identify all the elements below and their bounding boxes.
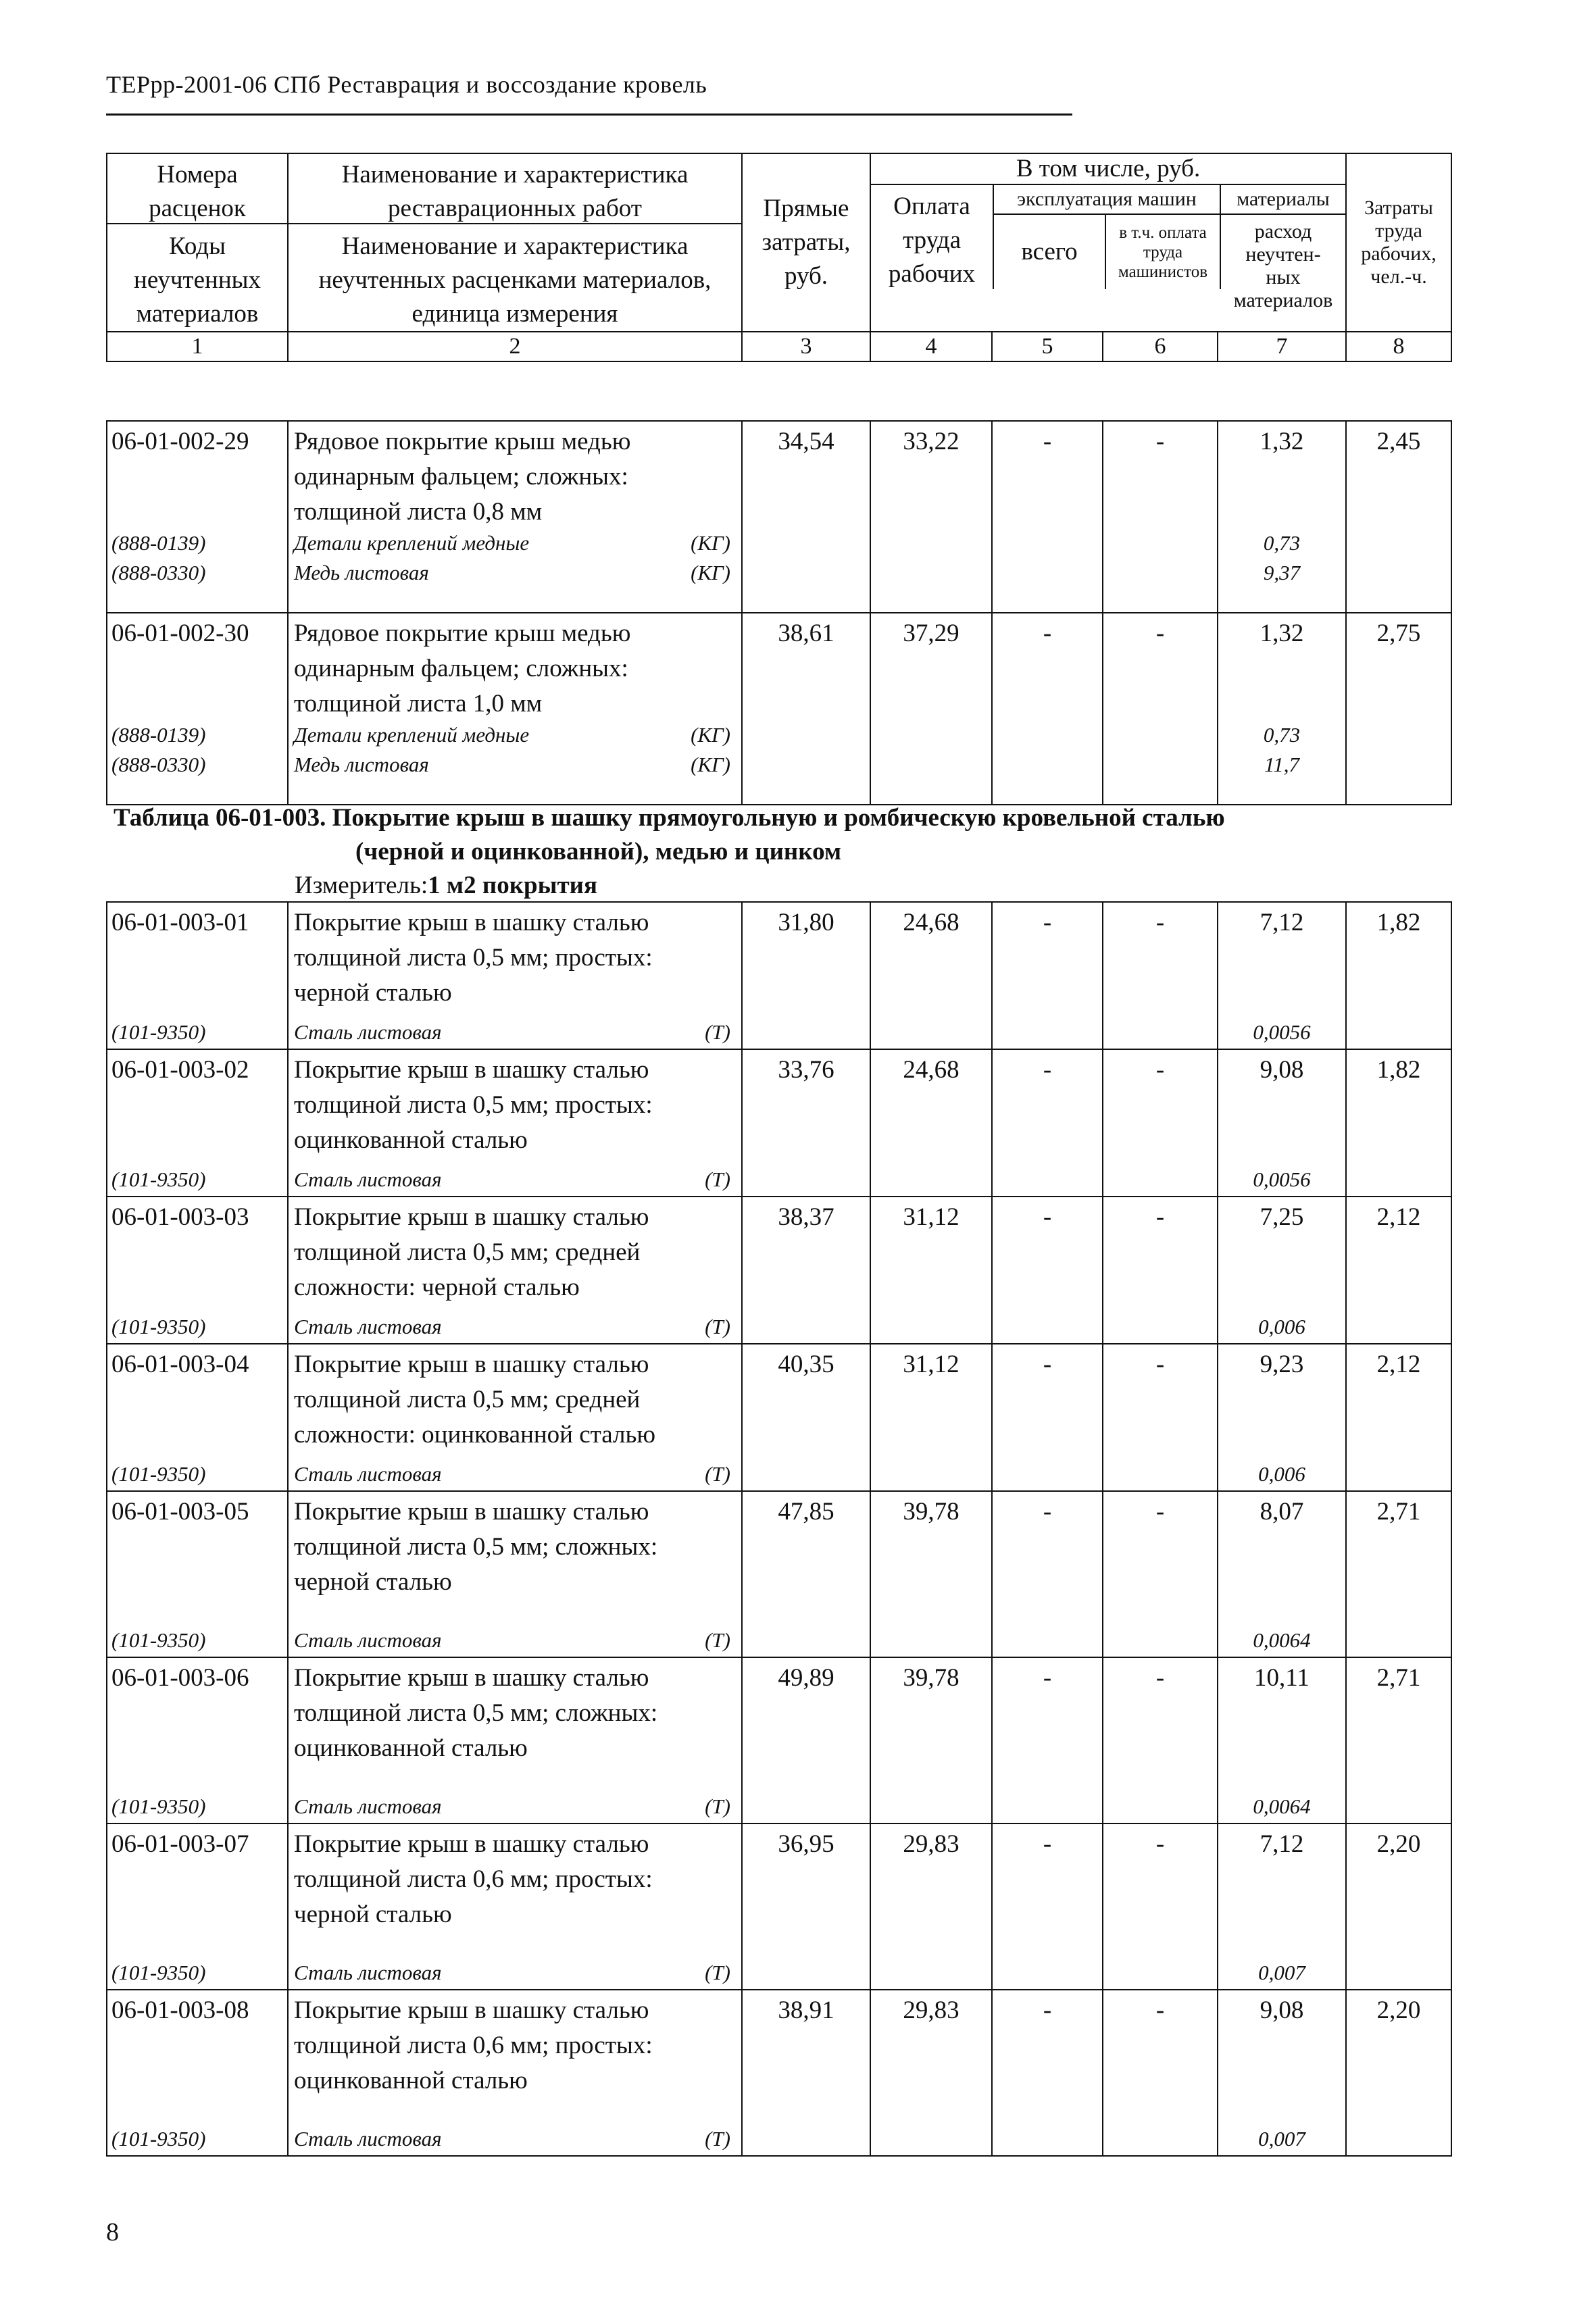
- rate-description-cell: [288, 1823, 742, 1990]
- direct-cost: 49,89: [742, 1657, 870, 1823]
- col2-top-label: Наименование и характеристика реставрационных работ: [341, 161, 689, 222]
- table-row: [107, 1823, 1451, 1990]
- machines-total: -: [992, 1491, 1103, 1657]
- materials-cost: 7,12: [1260, 909, 1304, 936]
- material-qty: 0,0056: [1253, 1020, 1311, 1044]
- rate-description-cell: [288, 1344, 742, 1491]
- material-code: (101-9350): [111, 2127, 206, 2150]
- material-qty: 0,0064: [1253, 1628, 1311, 1652]
- direct-cost: 36,95: [742, 1823, 870, 1990]
- col-num-7: 7: [1218, 332, 1346, 361]
- material-line: [294, 559, 733, 589]
- material-code: (101-9350): [111, 1167, 206, 1191]
- col-header-1: [107, 153, 288, 332]
- labor-hours: 2,71: [1346, 1657, 1451, 1823]
- machines-total: -: [992, 1049, 1103, 1197]
- material-line: [294, 1793, 733, 1823]
- material-line: [294, 1627, 733, 1657]
- machines-total: -: [992, 1197, 1103, 1344]
- page-number: 8: [106, 2218, 119, 2246]
- materials-cell: [1218, 613, 1346, 805]
- rate-code-cell: [107, 1197, 288, 1344]
- material-line: [294, 751, 733, 781]
- col-header-5: всего: [994, 215, 1106, 289]
- col-header-3: Прямые затраты, руб.: [742, 153, 870, 332]
- material-name: Медь листовая: [294, 561, 429, 584]
- material-qty: 9,37: [1263, 561, 1301, 584]
- material-code: (101-9350): [111, 1462, 206, 1486]
- rate-code-cell: [107, 902, 288, 1049]
- material-code: (101-9350): [111, 1020, 206, 1044]
- material-qty: 0,006: [1258, 1315, 1305, 1338]
- worker-wage: 29,83: [870, 1990, 992, 2156]
- table-row: [107, 613, 1451, 805]
- material-qty: 11,7: [1264, 753, 1299, 776]
- material-name: Медь листовая: [294, 753, 429, 776]
- materials-cost: 9,08: [1260, 1056, 1304, 1084]
- machinist-wage: -: [1103, 1049, 1218, 1197]
- rate-code-cell: [107, 1049, 288, 1197]
- machines-total: -: [992, 1344, 1103, 1491]
- machinist-wage: -: [1103, 613, 1218, 805]
- machines-sub: [994, 215, 1220, 289]
- rate-code: 06-01-003-02: [111, 1056, 249, 1084]
- machinist-wage: -: [1103, 421, 1218, 613]
- machines-total: -: [992, 613, 1103, 805]
- material-code: (101-9350): [111, 1961, 206, 1984]
- labor-hours: 2,12: [1346, 1197, 1451, 1344]
- machinist-wage: -: [1103, 1197, 1218, 1344]
- labor-hours: 2,12: [1346, 1344, 1451, 1491]
- rate-code: 06-01-003-07: [111, 1830, 249, 1858]
- materials-cell: [1218, 1823, 1346, 1990]
- material-unit: (Т): [705, 1020, 730, 1044]
- col-header-6: в т.ч. оплата труда машинистов: [1118, 223, 1208, 281]
- rate-code: 06-01-003-03: [111, 1203, 249, 1231]
- rate-code: 06-01-002-30: [111, 620, 249, 647]
- material-unit: (Т): [705, 1167, 730, 1191]
- worker-wage: 39,78: [870, 1657, 992, 1823]
- material-name: Сталь листовая: [294, 2127, 442, 2150]
- material-qty: 0,007: [1258, 1961, 1305, 1984]
- rate-code-cell: [107, 1344, 288, 1491]
- materials-cost: 9,08: [1260, 1996, 1304, 2024]
- table-row: [107, 1344, 1451, 1491]
- material-name: Сталь листовая: [294, 1020, 442, 1044]
- rate-code-cell: [107, 1823, 288, 1990]
- rate-code-cell: [107, 1657, 288, 1823]
- rate-description-cell: [288, 1049, 742, 1197]
- col-num-2: 2: [288, 332, 742, 361]
- measure-line: [295, 871, 597, 900]
- material-name: Сталь листовая: [294, 1462, 442, 1486]
- material-code: (101-9350): [111, 1315, 206, 1338]
- direct-cost: 38,61: [742, 613, 870, 805]
- material-unit: (КГ): [691, 531, 730, 555]
- worker-wage: 31,12: [870, 1197, 992, 1344]
- machines-total: -: [992, 1823, 1103, 1990]
- col-header-8: Затраты труда рабочих, чел.-ч.: [1346, 153, 1451, 332]
- material-unit: (Т): [705, 1628, 730, 1652]
- material-name: Сталь листовая: [294, 1628, 442, 1652]
- rate-description: Покрытие крыш в шашку сталью толщиной листа 0,6 мм; простых: оцинкованной сталью: [294, 1996, 653, 2094]
- materials-cost: 8,07: [1260, 1498, 1304, 1526]
- table-row: [107, 1491, 1451, 1657]
- table-row: [107, 1657, 1451, 1823]
- machines-total: -: [992, 902, 1103, 1049]
- rate-code: 06-01-003-01: [111, 909, 249, 936]
- worker-wage: 31,12: [870, 1344, 992, 1491]
- rate-code-cell: [107, 1990, 288, 2156]
- rate-description: Покрытие крыш в шашку сталью толщиной листа 0,5 мм; средней сложности: черной сталью: [294, 1203, 649, 1301]
- labor-hours: 1,82: [1346, 902, 1451, 1049]
- material-unit: (КГ): [691, 561, 730, 584]
- material-code: (888-0139): [111, 531, 206, 555]
- measure-label: Измеритель:: [295, 872, 428, 899]
- labor-hours: 2,45: [1346, 421, 1451, 613]
- material-name: Сталь листовая: [294, 1961, 442, 1984]
- direct-cost: 33,76: [742, 1049, 870, 1197]
- materials-cost: 10,11: [1254, 1664, 1310, 1692]
- rate-description-cell: [288, 421, 742, 613]
- rate-code: 06-01-003-05: [111, 1498, 249, 1526]
- rate-code-cell: [107, 1491, 288, 1657]
- page-header: ТЕРрр-2001-06 СПб Реставрация и воссоздание кровель: [106, 71, 707, 98]
- incl-sub: [871, 185, 1345, 311]
- rates-table-003: [106, 901, 1452, 2157]
- labor-hours: 2,75: [1346, 613, 1451, 805]
- worker-wage: 29,83: [870, 1823, 992, 1990]
- rate-description: Покрытие крыш в шашку сталью толщиной листа 0,5 мм; простых: черной сталью: [294, 909, 653, 1007]
- material-line: [294, 530, 733, 559]
- rate-description-cell: [288, 902, 742, 1049]
- material-code: (888-0139): [111, 723, 206, 747]
- col-num-1: 1: [107, 332, 288, 361]
- machines-label: эксплуатация машин: [994, 185, 1220, 215]
- rate-description: Покрытие крыш в шашку сталью толщиной листа 0,5 мм; сложных: оцинкованной сталью: [294, 1664, 658, 1762]
- worker-wage: 24,68: [870, 902, 992, 1049]
- direct-cost: 38,37: [742, 1197, 870, 1344]
- materials-cell: [1218, 1197, 1346, 1344]
- table-row: [107, 1049, 1451, 1197]
- col-header-2: [288, 153, 742, 332]
- material-unit: (Т): [705, 2127, 730, 2150]
- table-row: [107, 421, 1451, 613]
- rate-description: Покрытие крыш в шашку сталью толщиной листа 0,6 мм; простых: черной сталью: [294, 1830, 653, 1928]
- rate-description-cell: [288, 1990, 742, 2156]
- rate-description: Рядовое покрытие крыш медью одинарным фальцем; сложных: толщиной листа 0,8 мм: [294, 428, 631, 526]
- material-name: Сталь листовая: [294, 1315, 442, 1338]
- labor-hours: 2,71: [1346, 1491, 1451, 1657]
- material-qty: 0,0064: [1253, 1794, 1311, 1818]
- rate-description: Покрытие крыш в шашку сталью толщиной листа 0,5 мм; сложных: черной сталью: [294, 1498, 658, 1596]
- direct-cost: 34,54: [742, 421, 870, 613]
- worker-wage: 37,29: [870, 613, 992, 805]
- material-qty: 0,73: [1263, 531, 1301, 555]
- materials-cost: 1,32: [1260, 620, 1304, 647]
- rate-code: 06-01-003-04: [111, 1351, 249, 1378]
- machinist-wage: -: [1103, 1657, 1218, 1823]
- materials-cell: [1218, 1344, 1346, 1491]
- material-name: Сталь листовая: [294, 1794, 442, 1818]
- rate-code: 06-01-002-29: [111, 428, 249, 455]
- rate-description: Покрытие крыш в шашку сталью толщиной листа 0,5 мм; средней сложности: оцинкованной сталью: [294, 1351, 656, 1449]
- worker-wage: 39,78: [870, 1491, 992, 1657]
- materials-cell: [1218, 902, 1346, 1049]
- machines-total: -: [992, 421, 1103, 613]
- col-num-8: 8: [1346, 332, 1451, 361]
- rate-code-cell: [107, 613, 288, 805]
- materials-cell: [1218, 421, 1346, 613]
- material-name: Сталь листовая: [294, 1167, 442, 1191]
- materials-cost: 7,25: [1260, 1203, 1304, 1231]
- direct-cost: 47,85: [742, 1491, 870, 1657]
- col-num-3: 3: [742, 332, 870, 361]
- col1-bottom-label: Коды неучтенных материалов: [134, 232, 261, 328]
- materials-cell: [1218, 1657, 1346, 1823]
- materials-label: материалы: [1221, 185, 1345, 215]
- materials-cell: [1218, 1049, 1346, 1197]
- direct-cost: 40,35: [742, 1344, 870, 1491]
- col-num-4: 4: [870, 332, 992, 361]
- material-unit: (Т): [705, 1462, 730, 1486]
- labor-hours: 2,20: [1346, 1990, 1451, 2156]
- material-name: Детали креплений медные: [294, 531, 530, 555]
- material-code: (101-9350): [111, 1628, 206, 1652]
- material-qty: 0,006: [1258, 1462, 1305, 1486]
- rate-code: 06-01-003-08: [111, 1996, 249, 2024]
- col1-top-label: Номера расценок: [149, 161, 246, 222]
- machines-total: -: [992, 1657, 1103, 1823]
- material-qty: 0,73: [1263, 723, 1301, 747]
- material-line: [294, 722, 733, 751]
- material-line: [294, 2126, 733, 2155]
- material-code: (888-0330): [111, 561, 206, 584]
- materials-cost: 1,32: [1260, 428, 1304, 455]
- worker-wage: 33,22: [870, 421, 992, 613]
- rate-description-cell: [288, 1491, 742, 1657]
- material-unit: (Т): [705, 1794, 730, 1818]
- material-code: (888-0330): [111, 753, 206, 776]
- col-num-6: 6: [1103, 332, 1218, 361]
- worker-wage: 24,68: [870, 1049, 992, 1197]
- col-header-4: Оплата труда рабочих: [871, 185, 994, 289]
- materials-cost: 7,12: [1260, 1830, 1304, 1858]
- column-header-table: [106, 153, 1452, 362]
- material-line: [294, 1166, 733, 1196]
- material-line: [294, 1959, 733, 1989]
- labor-hours: 1,82: [1346, 1049, 1451, 1197]
- machinist-wage: -: [1103, 1344, 1218, 1491]
- direct-cost: 31,80: [742, 902, 870, 1049]
- material-line: [294, 1019, 733, 1049]
- machinist-wage: -: [1103, 1491, 1218, 1657]
- material-line: [294, 1313, 733, 1343]
- col-header-incl: [870, 153, 1346, 332]
- caption-line-1: Таблица 06-01-003. Покрытие крыш в шашку прямоугольную и ромбическую кровельной сталью: [114, 804, 1225, 832]
- material-line: [294, 1461, 733, 1490]
- caption-line-2: (черной и оцинкованной), медью и цинком: [355, 838, 842, 865]
- material-unit: (Т): [705, 1315, 730, 1338]
- material-name: Детали креплений медные: [294, 723, 530, 747]
- labor-hours: 2,20: [1346, 1823, 1451, 1990]
- rate-code: 06-01-003-06: [111, 1664, 249, 1692]
- col2-bottom-label: Наименование и характеристика неучтенных расценками материалов, единица измерения: [318, 232, 712, 328]
- table-row: [107, 1990, 1451, 2156]
- rate-description: Покрытие крыш в шашку сталью толщиной листа 0,5 мм; простых: оцинкованной сталью: [294, 1056, 653, 1154]
- rate-description-cell: [288, 1197, 742, 1344]
- machinist-wage: -: [1103, 902, 1218, 1049]
- rate-code-cell: [107, 421, 288, 613]
- machinist-wage: -: [1103, 1990, 1218, 2156]
- machines-total: -: [992, 1990, 1103, 2156]
- materials-group: [1221, 185, 1345, 311]
- material-qty: 0,007: [1258, 2127, 1305, 2150]
- material-unit: (КГ): [691, 723, 730, 747]
- table-row: [107, 902, 1451, 1049]
- table-caption: [114, 801, 1225, 869]
- incl-label: В том числе, руб.: [871, 154, 1345, 185]
- col-header-7: расход неучтен-ных материалов: [1233, 220, 1333, 311]
- rate-description: Рядовое покрытие крыш медью одинарным фальцем; сложных: толщиной листа 1,0 мм: [294, 620, 631, 718]
- rate-description-cell: [288, 613, 742, 805]
- materials-cost: 9,23: [1260, 1351, 1304, 1378]
- material-qty: 0,0056: [1253, 1167, 1311, 1191]
- col-num-5: 5: [992, 332, 1103, 361]
- material-code: (101-9350): [111, 1794, 206, 1818]
- measure-value: 1 м2 покрытия: [428, 872, 597, 899]
- materials-cell: [1218, 1491, 1346, 1657]
- header-rule: [106, 114, 1072, 116]
- material-unit: (Т): [705, 1961, 730, 1984]
- rates-table-002: [106, 420, 1452, 805]
- rate-description-cell: [288, 1657, 742, 1823]
- table-row: [107, 1197, 1451, 1344]
- materials-cell: [1218, 1990, 1346, 2156]
- machinist-wage: -: [1103, 1823, 1218, 1990]
- direct-cost: 38,91: [742, 1990, 870, 2156]
- material-unit: (КГ): [691, 753, 730, 776]
- machines-group: [994, 185, 1221, 289]
